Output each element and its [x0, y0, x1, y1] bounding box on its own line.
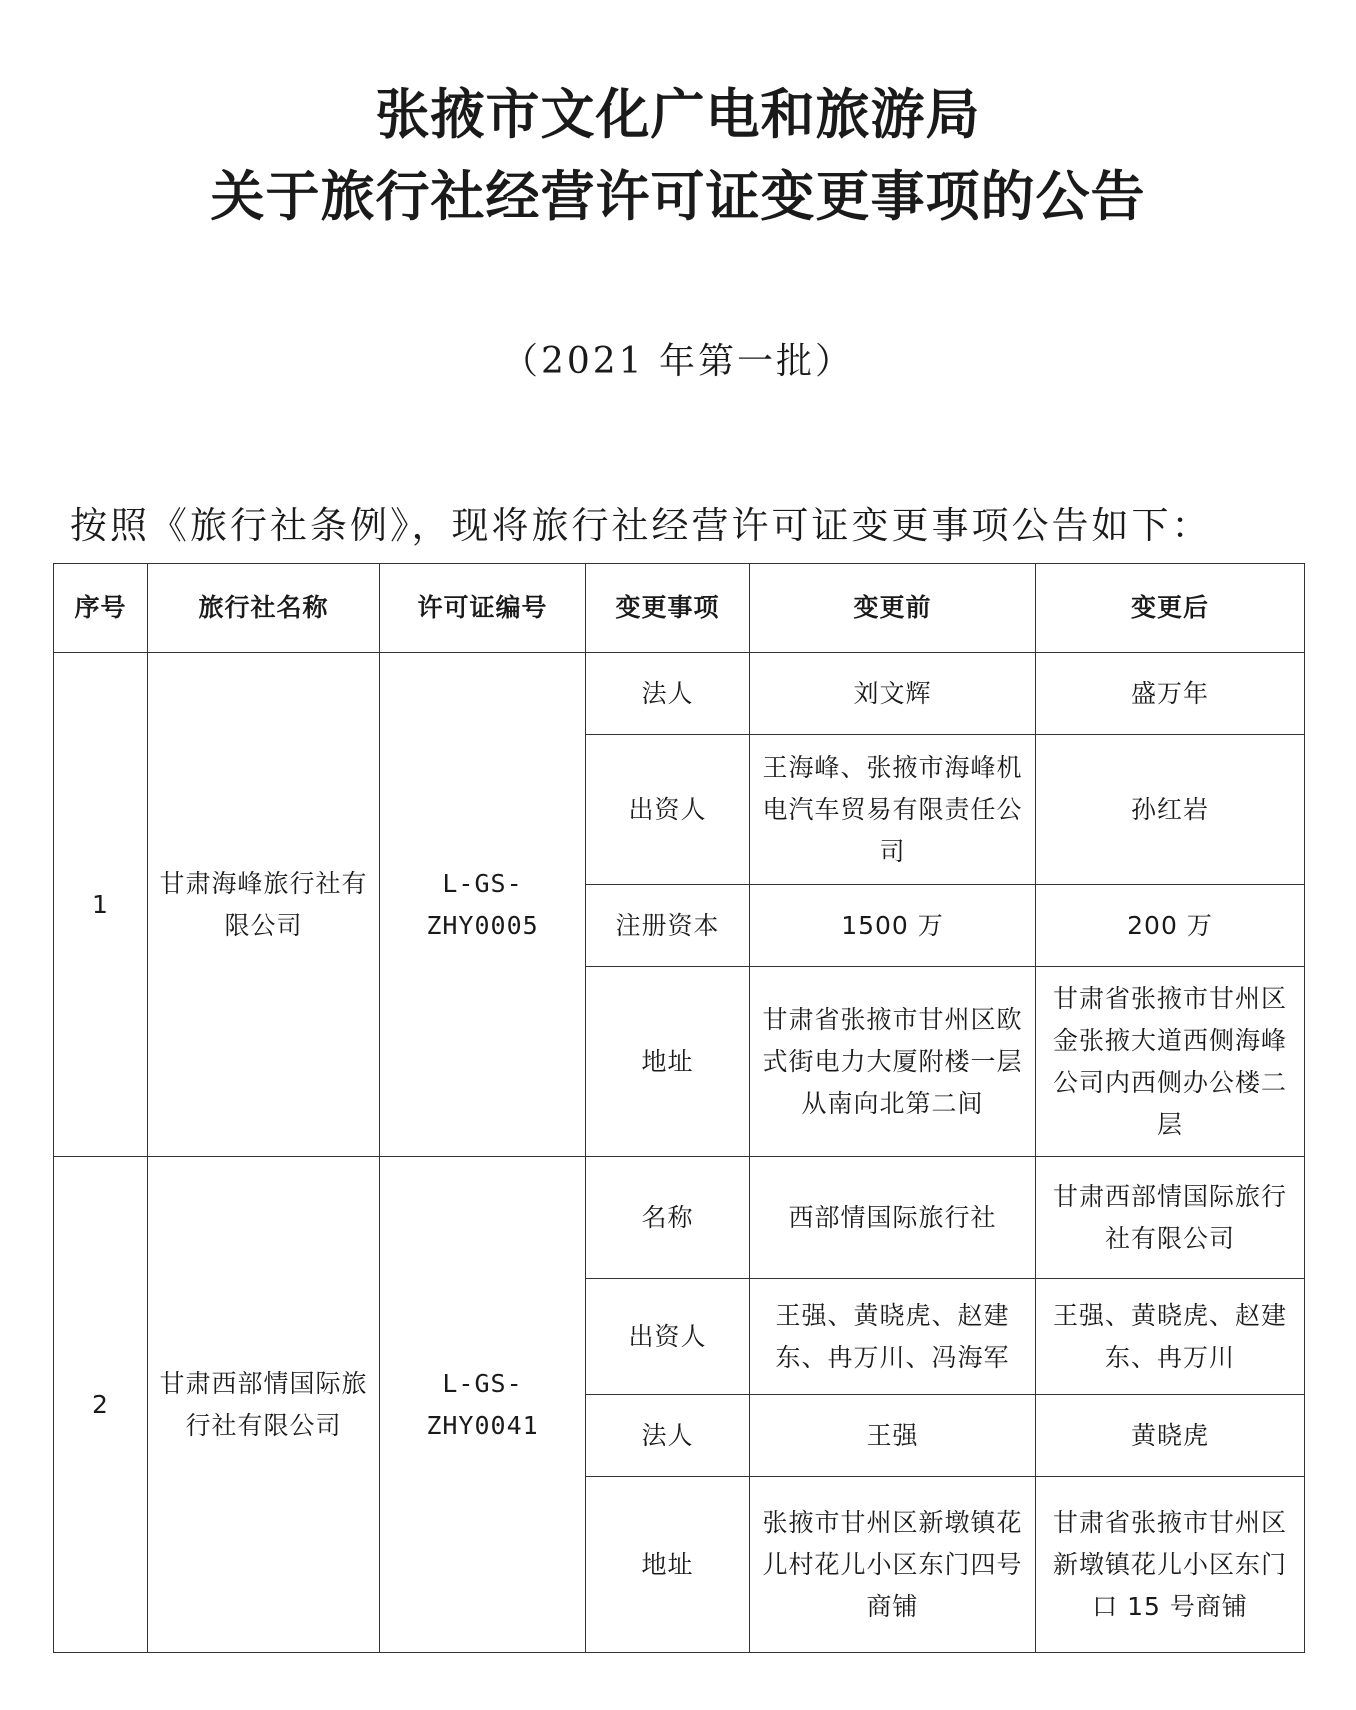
cell-after: 盛万年 [1036, 653, 1305, 735]
cell-change-item: 法人 [586, 653, 750, 735]
header-before: 变更前 [750, 564, 1036, 653]
cell-index: 2 [54, 1157, 148, 1653]
header-after: 变更后 [1036, 564, 1305, 653]
notice-title-line-1: 张掖市文化广电和旅游局 [375, 82, 981, 146]
cell-after: 黄晓虎 [1036, 1395, 1305, 1477]
table-header-row [54, 564, 1305, 653]
intro-paragraph: 按照《旅行社条例》，现将旅行社经营许可证变更事项公告如下： [70, 504, 1212, 547]
cell-change-item: 法人 [586, 1395, 750, 1477]
cell-change-item: 出资人 [586, 1279, 750, 1395]
cell-before: 1500 万 [750, 885, 1036, 967]
cell-before: 甘肃省张掖市甘州区欧式街电力大厦附楼一层从南向北第二间 [750, 967, 1036, 1157]
cell-before: 张掖市甘州区新墩镇花儿村花儿小区东门四号商铺 [750, 1477, 1036, 1653]
cell-before: 王强 [750, 1395, 1036, 1477]
cell-after: 甘肃省张掖市甘州区新墩镇花儿小区东门口 15 号商铺 [1036, 1477, 1305, 1653]
table-row [54, 653, 1305, 735]
cell-before: 西部情国际旅行社 [750, 1157, 1036, 1279]
cell-change-item: 出资人 [586, 735, 750, 885]
cell-before: 王海峰、张掖市海峰机电汽车贸易有限责任公司 [750, 735, 1036, 885]
header-agency-name: 旅行社名称 [148, 564, 380, 653]
cell-after: 甘肃省张掖市甘州区金张掖大道西侧海峰公司内西侧办公楼二层 [1036, 967, 1305, 1157]
cell-agency-name: 甘肃西部情国际旅行社有限公司 [148, 1157, 380, 1653]
cell-change-item: 注册资本 [586, 885, 750, 967]
cell-after: 孙红岩 [1036, 735, 1305, 885]
cell-before: 刘文辉 [750, 653, 1036, 735]
cell-change-item: 地址 [586, 1477, 750, 1653]
cell-after: 200 万 [1036, 885, 1305, 967]
header-change-item: 变更事项 [586, 564, 750, 653]
batch-label: （2021 年第一批） [501, 341, 855, 382]
cell-license-number: L-GS-ZHY0041 [380, 1157, 586, 1653]
header-license-number: 许可证编号 [380, 564, 586, 653]
table-row [54, 1157, 1305, 1279]
cell-index: 1 [54, 653, 148, 1157]
cell-after: 甘肃西部情国际旅行社有限公司 [1036, 1157, 1305, 1279]
cell-change-item: 名称 [586, 1157, 750, 1279]
license-change-table [53, 563, 1305, 1653]
cell-before: 王强、黄晓虎、赵建东、冉万川、冯海军 [750, 1279, 1036, 1395]
cell-change-item: 地址 [586, 967, 750, 1157]
notice-title-line-2: 关于旅行社经营许可证变更事项的公告 [210, 164, 1146, 228]
cell-license-number: L-GS-ZHY0005 [380, 653, 586, 1157]
header-index: 序号 [54, 564, 148, 653]
cell-after: 王强、黄晓虎、赵建东、冉万川 [1036, 1279, 1305, 1395]
cell-agency-name: 甘肃海峰旅行社有限公司 [148, 653, 380, 1157]
